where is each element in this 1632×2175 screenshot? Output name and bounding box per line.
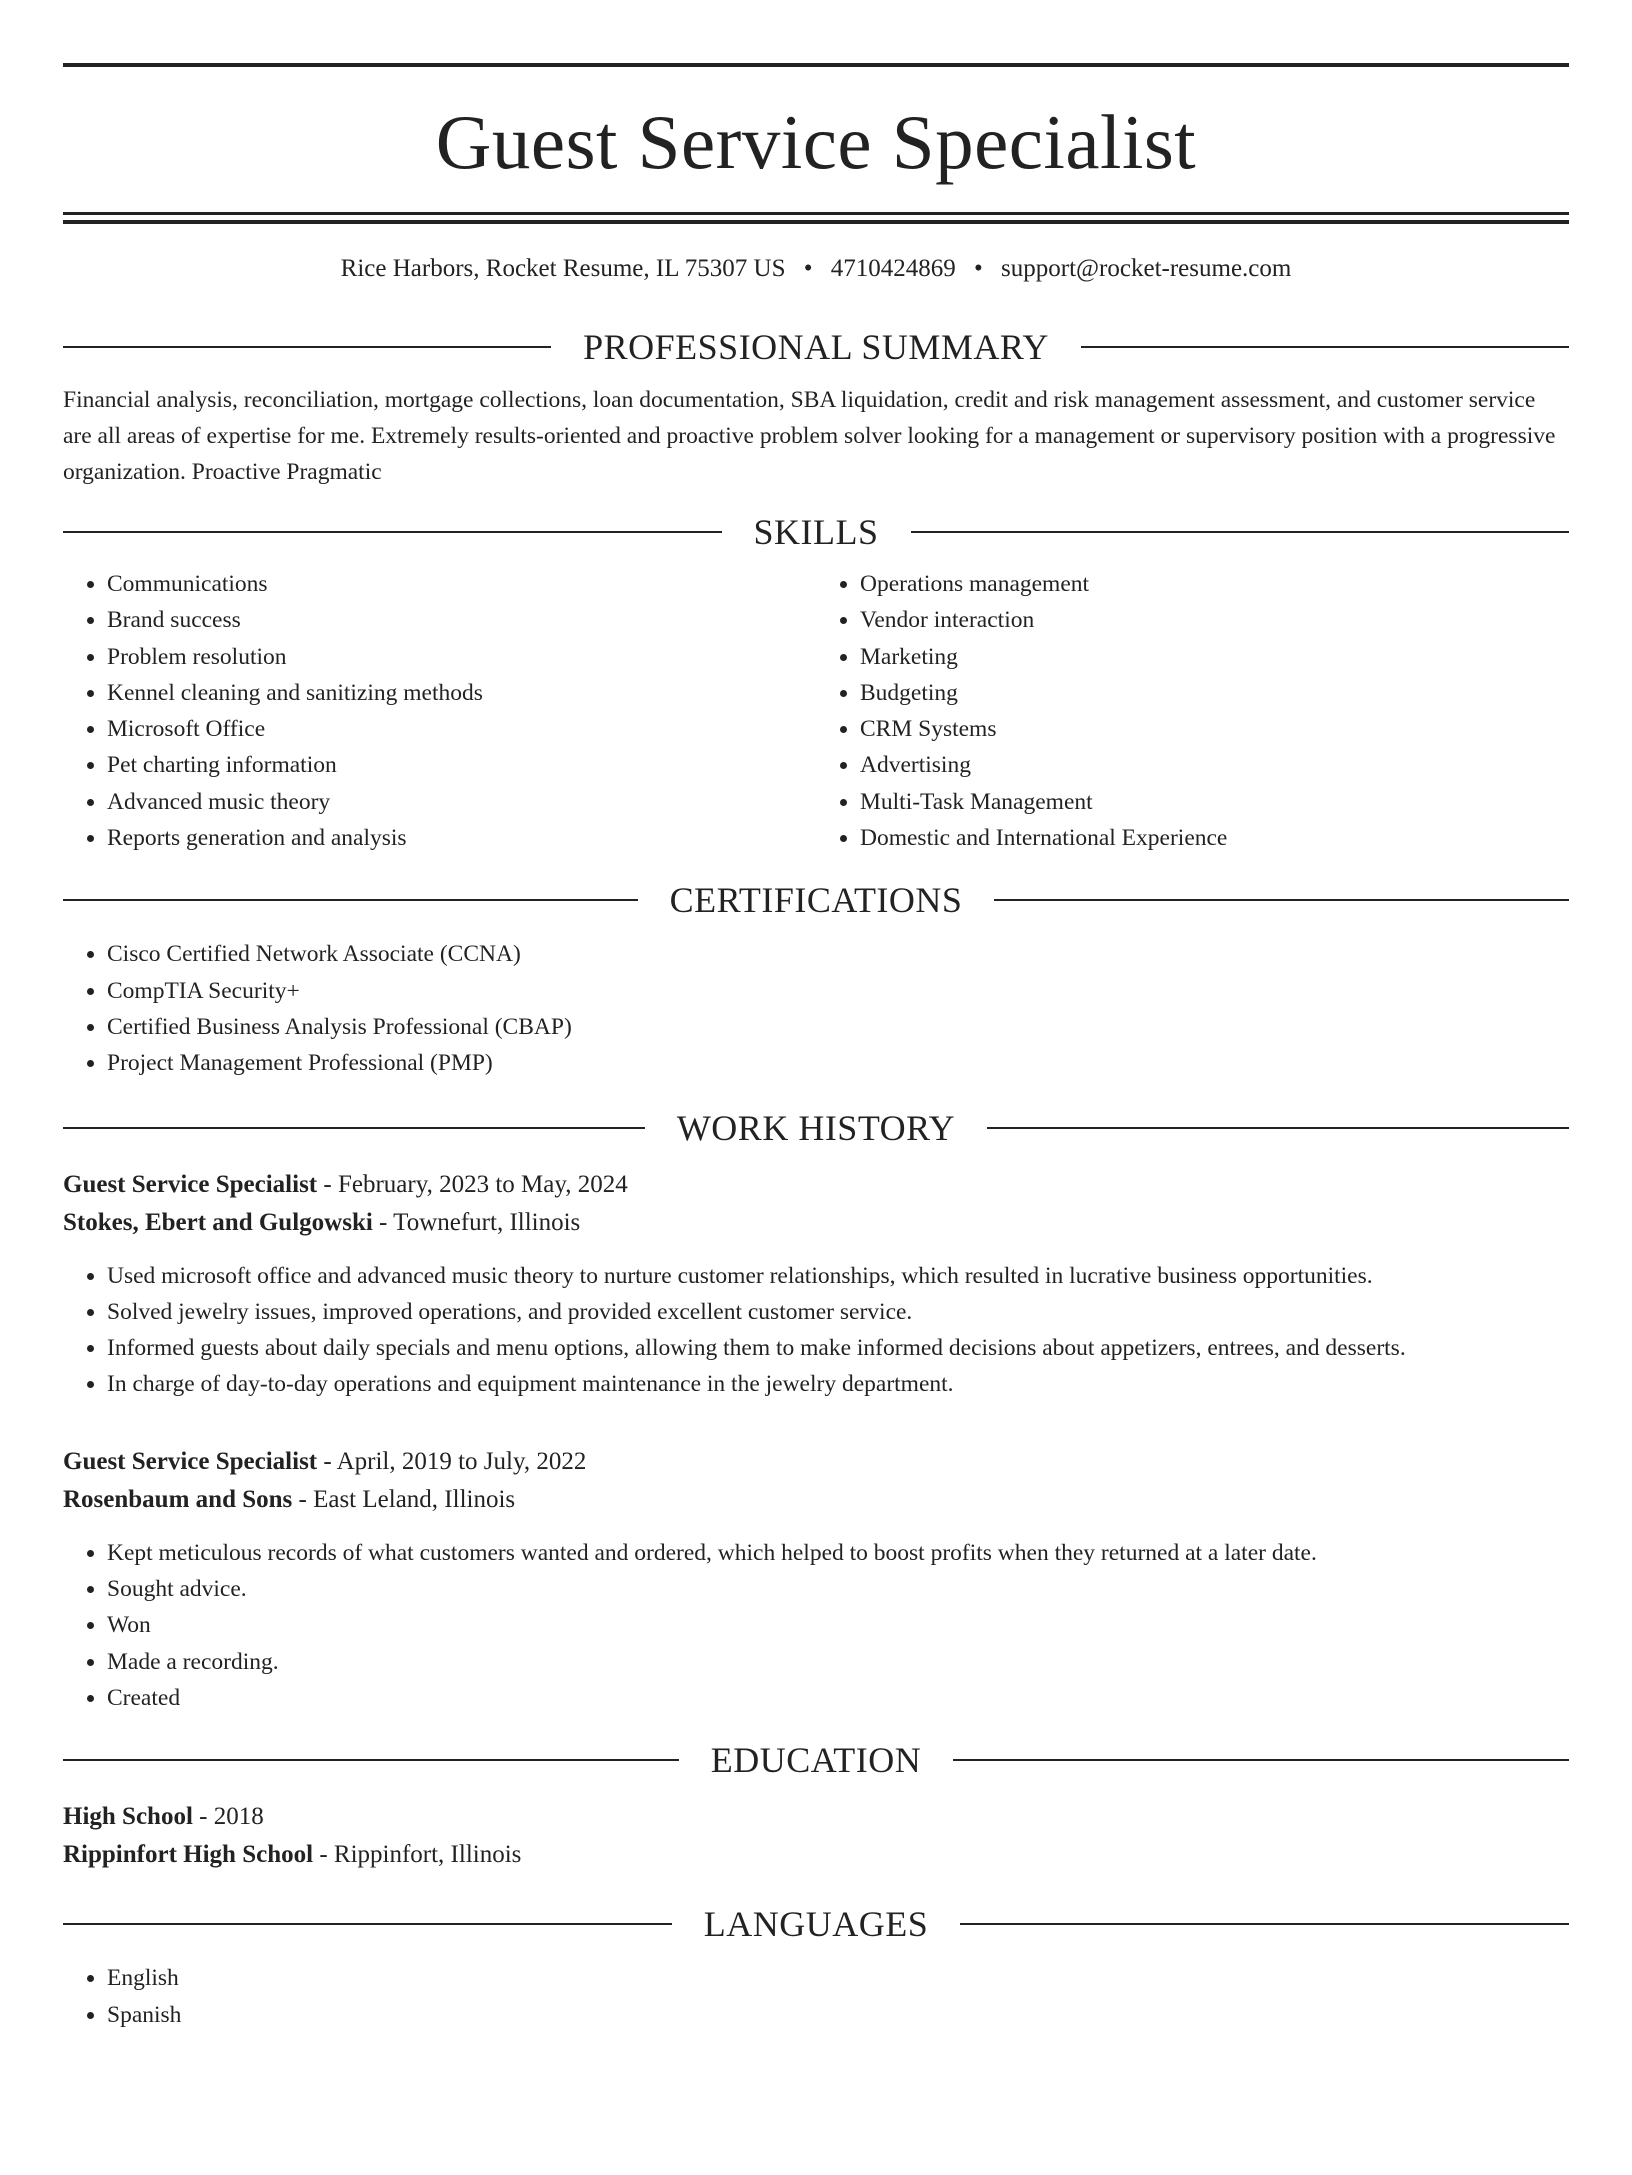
job-bullet: • Won — [107, 1607, 1569, 1643]
certifications-section-heading — [63, 878, 1569, 922]
education-degree-line — [63, 1798, 1569, 1836]
section-title: LANGUAGES — [703, 1904, 929, 1945]
divider — [63, 899, 638, 901]
certification-item: • Cisco Certified Network Associate (CCNA) — [107, 936, 1569, 972]
education-degree: High School — [63, 1803, 193, 1831]
job-bullets — [63, 1535, 1569, 1716]
section-title: WORK HISTORY — [676, 1107, 956, 1148]
divider — [994, 899, 1569, 901]
job-bullets — [63, 1258, 1569, 1403]
divider — [63, 1759, 679, 1761]
skill-item: • Vendor interaction — [860, 602, 1569, 638]
skills-column-left — [63, 566, 816, 856]
skill-item: • Multi-Task Management — [860, 784, 1569, 820]
skill-item: • Operations management — [860, 566, 1569, 602]
skills-list — [63, 566, 1569, 856]
summary-text: Financial analysis, reconciliation, mortgage collections, loan documentation, SBA liquidation, credit and risk management assessment, and customer service are all areas of expertise for me. Extremely results-oriented and proactive problem solver looking for a management or supervisory position with a progressive organization. Proactive Pragmatic — [63, 387, 1556, 485]
job-location: - East Leland, Illinois — [292, 1485, 516, 1513]
job-company: Stokes, Ebert and Gulgowski — [63, 1208, 373, 1236]
job-title-line — [63, 1443, 1569, 1481]
job-bullet: • Used microsoft office and advanced music theory to nurture customer relationships, which resulted in lucrative business opportunities. — [107, 1258, 1569, 1294]
education-entry — [63, 1798, 1569, 1874]
skill-item: • Pet charting information — [107, 747, 816, 783]
education-school: Rippinfort High School — [63, 1841, 314, 1869]
certification-item: • CompTIA Security+ — [107, 973, 1569, 1009]
divider — [63, 1127, 645, 1129]
education-year: - 2018 — [192, 1803, 264, 1831]
language-item: • Spanish — [107, 1997, 1569, 2033]
contact-line — [63, 253, 1569, 285]
skill-item: • Budgeting — [860, 675, 1569, 711]
skill-item: • Kennel cleaning and sanitizing methods — [107, 675, 816, 711]
skill-item: • Brand success — [107, 602, 816, 638]
double-rule — [63, 212, 1569, 215]
languages-section-heading — [63, 1902, 1569, 1946]
skill-item: • Marketing — [860, 639, 1569, 675]
divider — [987, 1127, 1569, 1129]
summary-section-heading — [63, 325, 1569, 369]
divider — [1081, 346, 1569, 348]
contact-separator: • — [803, 255, 813, 282]
education-location: - Rippinfort, Illinois — [313, 1841, 522, 1869]
section-title: CERTIFICATIONS — [669, 880, 963, 921]
job-bullet: • Solved jewelry issues, improved operations, and provided excellent customer service. — [107, 1294, 1569, 1330]
skill-item: • Reports generation and analysis — [107, 820, 816, 856]
job-bullet: • Made a recording. — [107, 1644, 1569, 1680]
email: support@rocket-resume.com — [1001, 255, 1292, 282]
skill-item: • Microsoft Office — [107, 711, 816, 747]
education-school-line — [63, 1836, 1569, 1874]
section-title: EDUCATION — [710, 1740, 922, 1781]
job-entry — [63, 1166, 1569, 1403]
job-bullet: • Sought advice. — [107, 1571, 1569, 1607]
certification-item: • Project Management Professional (PMP) — [107, 1045, 1569, 1081]
address: Rice Harbors, Rocket Resume, IL 75307 US — [340, 255, 786, 282]
phone: 4710424869 — [830, 255, 956, 282]
job-dates: - April, 2019 to July, 2022 — [317, 1447, 587, 1475]
candidate-name: Guest Service Specialist — [435, 99, 1197, 185]
skill-item: • Communications — [107, 566, 816, 602]
job-location: - Townefurt, Illinois — [372, 1208, 581, 1236]
job-bullet: • Informed guests about daily specials and menu options, allowing them to make informed decisions about appetizers, entrees, and desserts. — [107, 1330, 1569, 1366]
skill-item: • Advertising — [860, 747, 1569, 783]
job-title: Guest Service Specialist — [63, 1170, 318, 1198]
job-bullet: • Created — [107, 1680, 1569, 1716]
job-company: Rosenbaum and Sons — [63, 1485, 293, 1513]
languages-list — [63, 1960, 1569, 2033]
job-company-line — [63, 1481, 1569, 1519]
section-title: SKILLS — [753, 512, 879, 552]
job-bullet: • In charge of day-to-day operations and equipment maintenance in the jewelry department. — [107, 1366, 1569, 1402]
top-rule — [63, 63, 1569, 67]
skill-item: • Problem resolution — [107, 639, 816, 675]
skills-column-right — [816, 566, 1569, 856]
job-dates: - February, 2023 to May, 2024 — [317, 1170, 628, 1198]
certifications-list — [63, 936, 1569, 1081]
job-title-line — [63, 1166, 1569, 1204]
contact-separator: • — [974, 255, 983, 282]
divider — [63, 531, 722, 533]
divider — [63, 1923, 672, 1925]
work-section-heading — [63, 1106, 1569, 1150]
skills-section-heading — [63, 510, 1569, 554]
job-company-line — [63, 1204, 1569, 1242]
certification-item: • Certified Business Analysis Professional (CBAP) — [107, 1009, 1569, 1045]
skill-item: • Domestic and International Experience — [860, 820, 1569, 856]
divider — [953, 1759, 1569, 1761]
skill-item: • CRM Systems — [860, 711, 1569, 747]
job-title: Guest Service Specialist — [63, 1447, 318, 1475]
skill-item: • Advanced music theory — [107, 784, 816, 820]
divider — [960, 1923, 1569, 1925]
resume-page — [0, 63, 1632, 2175]
divider — [911, 531, 1570, 533]
job-entry — [63, 1443, 1569, 1716]
education-section-heading — [63, 1738, 1569, 1782]
section-title: PROFESSIONAL SUMMARY — [583, 327, 1049, 367]
job-bullet: • Kept meticulous records of what customers wanted and ordered, which helped to boost profits when they returned at a later date. — [107, 1535, 1569, 1571]
language-item: • English — [107, 1960, 1569, 1996]
divider — [63, 346, 551, 348]
